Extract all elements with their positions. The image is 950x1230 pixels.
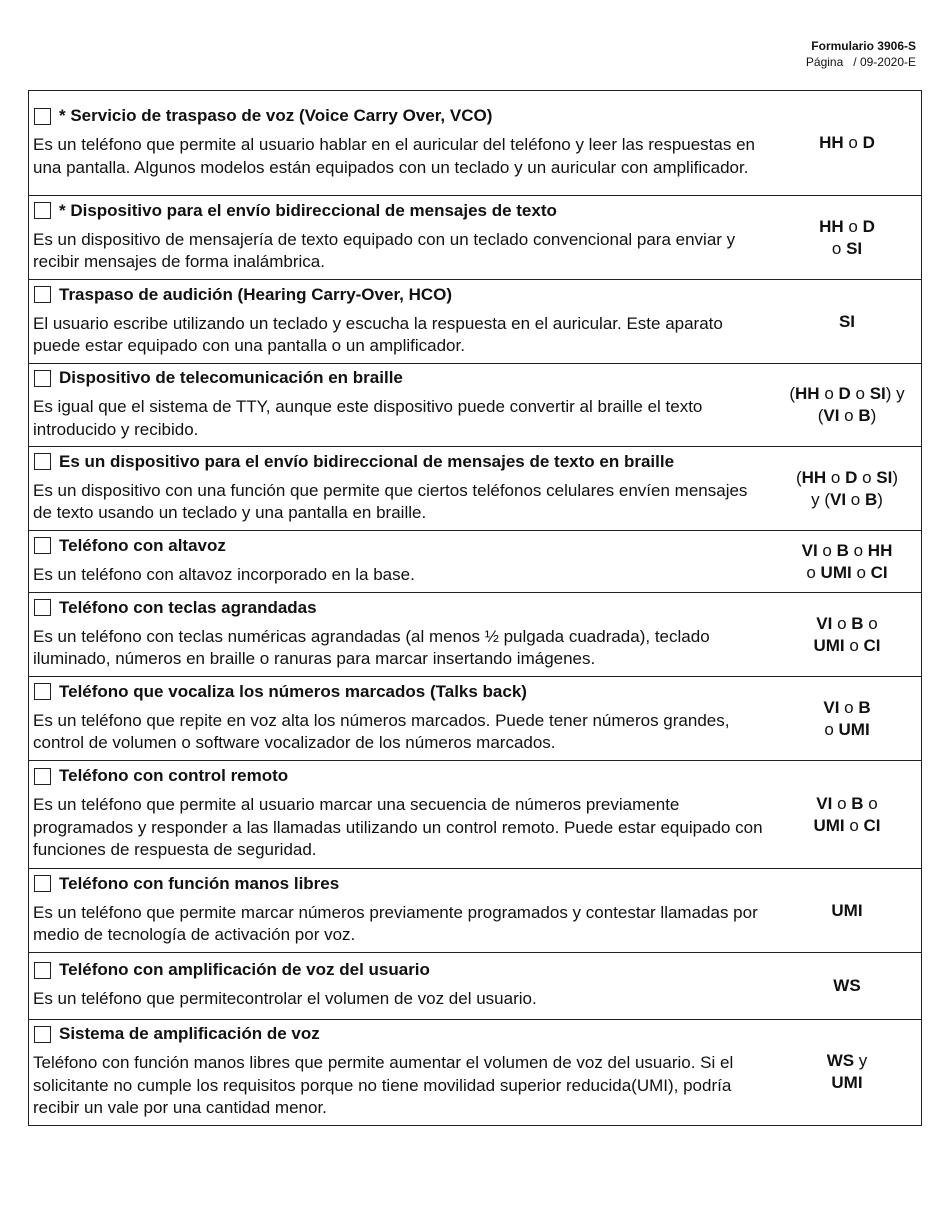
code-connector: y bbox=[854, 1051, 868, 1071]
code-abbr: B bbox=[858, 406, 871, 425]
code-connector: o bbox=[857, 467, 877, 487]
code-connector: ( bbox=[817, 406, 824, 425]
device-title: Teléfono con control remoto bbox=[59, 766, 289, 786]
code-abbr: VI bbox=[823, 406, 840, 425]
eligibility-code-line bbox=[777, 540, 917, 562]
device-checkbox[interactable] bbox=[34, 962, 51, 979]
eligibility-code-line bbox=[777, 238, 917, 260]
eligibility-code bbox=[773, 280, 922, 364]
code-connector: o bbox=[832, 613, 852, 633]
code-abbr: CI bbox=[863, 635, 881, 655]
device-description: Es un teléfono que repite en voz alta los números marcados. Puede tener números grandes, control de volumen o software vocalizador de los números marcados. bbox=[33, 710, 730, 752]
device-title: Es un dispositivo para el envío bidireccional de mensajes de texto en braille bbox=[59, 451, 675, 471]
code-connector: o bbox=[817, 540, 837, 560]
code-connector: y ( bbox=[811, 489, 830, 509]
device-description: Es un teléfono que permitecontrolar el volumen de voz del usuario. bbox=[33, 989, 537, 1009]
device-cell bbox=[29, 869, 774, 953]
device-title: Dispositivo de telecomunicación en braille bbox=[59, 368, 403, 387]
device-description: Teléfono con función manos libres que permite aumentar el volumen de voz del usuario. Si el solicitante no cumple los requisitos porque no tiene movilidad superior reducida(UMI), podría recibir un vale por una cantidad menor. bbox=[33, 1053, 734, 1117]
device-checkbox[interactable] bbox=[34, 370, 51, 387]
code-abbr: CI bbox=[863, 815, 881, 835]
code-abbr: D bbox=[862, 133, 875, 152]
device-cell bbox=[29, 953, 774, 1020]
eligibility-code bbox=[773, 196, 922, 280]
code-abbr: SI bbox=[838, 311, 856, 331]
code-connector: ) bbox=[892, 467, 899, 487]
device-title: Teléfono con amplificación de voz del usuario bbox=[59, 960, 430, 980]
page-info bbox=[806, 54, 916, 70]
code-abbr: VI bbox=[829, 489, 847, 509]
code-abbr: HH bbox=[819, 133, 844, 152]
device-description: Es un teléfono con teclas numéricas agrandadas (al menos ½ pulgada cuadrada), teclado iluminado, números en braille o ranuras para marcar insertando imágenes. bbox=[33, 626, 710, 668]
code-connector: o bbox=[843, 133, 863, 152]
device-title-row bbox=[33, 681, 769, 703]
eligibility-code-line bbox=[777, 216, 917, 238]
code-abbr: SI bbox=[869, 384, 886, 403]
code-connector: o bbox=[850, 384, 870, 403]
device-description: Es igual que el sistema de TTY, aunque este dispositivo puede convertir al braille el texto introducido y recibido. bbox=[33, 397, 703, 439]
code-abbr: VI bbox=[801, 540, 818, 560]
eligibility-code-line bbox=[777, 1072, 917, 1094]
device-title-row bbox=[33, 873, 769, 895]
eligibility-code bbox=[773, 531, 922, 593]
device-cell bbox=[29, 1020, 774, 1126]
eligibility-code-line bbox=[777, 719, 917, 741]
code-connector: o bbox=[839, 697, 859, 717]
eligibility-code-line bbox=[777, 815, 917, 837]
code-connector: ( bbox=[795, 467, 802, 487]
code-connector: ) bbox=[877, 489, 883, 509]
revision: / 09-2020-E bbox=[853, 55, 916, 69]
code-abbr: HH bbox=[795, 384, 820, 403]
eligibility-code-line bbox=[777, 975, 917, 997]
code-connector: o bbox=[851, 562, 871, 582]
device-row bbox=[29, 447, 922, 531]
form-number: Formulario 3906-S bbox=[811, 39, 916, 53]
device-title: Traspaso de audición (Hearing Carry-Over, HCO) bbox=[59, 284, 453, 304]
code-abbr: HH bbox=[819, 216, 844, 236]
code-abbr: VI bbox=[816, 613, 833, 633]
code-connector: o bbox=[843, 216, 863, 236]
device-checkbox[interactable] bbox=[34, 599, 51, 616]
device-cell bbox=[29, 593, 774, 677]
device-title: Teléfono que vocaliza los números marcados (Talks back) bbox=[59, 681, 527, 701]
code-connector: ( bbox=[789, 384, 796, 403]
device-cell bbox=[29, 677, 774, 761]
code-connector: o bbox=[839, 406, 859, 425]
code-connector: o bbox=[806, 562, 821, 582]
eligibility-code-line bbox=[777, 1050, 917, 1072]
code-abbr: B bbox=[851, 613, 864, 633]
eligibility-code bbox=[773, 593, 922, 677]
code-abbr: UMI bbox=[813, 815, 845, 835]
device-cell bbox=[29, 196, 774, 280]
device-checkbox[interactable] bbox=[34, 537, 51, 554]
device-cell bbox=[29, 447, 774, 531]
device-title-row bbox=[33, 959, 769, 981]
eligibility-code-line bbox=[777, 405, 917, 427]
device-title-row bbox=[33, 535, 769, 557]
eligibility-code bbox=[773, 1020, 922, 1126]
device-checkbox[interactable] bbox=[34, 108, 51, 125]
device-row bbox=[29, 677, 922, 761]
device-description: Es un teléfono que permite al usuario marcar una secuencia de números previamente programados y responder a las llamadas utilizando un control remoto. Puede estar equipado con funciones de respuesta de seguridad. bbox=[33, 795, 763, 860]
eligibility-code bbox=[773, 364, 922, 447]
device-row bbox=[29, 869, 922, 953]
device-description: El usuario escribe utilizando un teclado y escucha la respuesta en el auricular. Este aparato puede estar equipado con una pantalla o un amplificador. bbox=[33, 313, 723, 355]
code-abbr: UMI bbox=[838, 719, 870, 739]
device-title: Teléfono con función manos libres bbox=[59, 873, 340, 893]
code-connector: o bbox=[844, 635, 864, 655]
eligibility-code bbox=[773, 447, 922, 531]
code-connector: ) bbox=[870, 406, 877, 425]
device-title: * Dispositivo para el envío bidireccional de mensajes de texto bbox=[59, 200, 557, 220]
code-connector: o bbox=[844, 815, 864, 835]
page-label: Página bbox=[805, 55, 844, 69]
code-connector: o bbox=[831, 238, 847, 258]
code-connector: o bbox=[863, 613, 878, 633]
device-checkbox[interactable] bbox=[34, 453, 51, 470]
device-cell bbox=[29, 280, 774, 364]
code-connector: o bbox=[863, 793, 878, 813]
device-title-row bbox=[33, 1023, 769, 1045]
device-description: Es un teléfono con altavoz incorporado en la base. bbox=[33, 564, 415, 584]
device-table bbox=[28, 90, 922, 1126]
eligibility-code-line bbox=[777, 635, 917, 657]
device-checkbox[interactable] bbox=[34, 875, 51, 892]
eligibility-code-line bbox=[777, 311, 917, 333]
code-abbr: HH bbox=[867, 540, 893, 560]
code-connector: o bbox=[832, 793, 852, 813]
device-checkbox[interactable] bbox=[34, 768, 51, 785]
device-row bbox=[29, 364, 922, 447]
eligibility-code bbox=[773, 91, 922, 196]
device-title-row bbox=[33, 765, 769, 787]
device-description: Es un dispositivo de mensajería de texto equipado con un teclado convencional para enviar y recibir mensajes de forma inalámbrica. bbox=[33, 229, 736, 271]
code-abbr: UMI bbox=[813, 635, 845, 655]
device-title: Teléfono con teclas agrandadas bbox=[59, 597, 317, 617]
code-abbr: D bbox=[845, 467, 858, 487]
device-cell bbox=[29, 364, 774, 447]
code-abbr: SI bbox=[876, 467, 893, 487]
code-abbr: D bbox=[838, 384, 851, 403]
code-abbr: UMI bbox=[831, 1073, 863, 1093]
eligibility-code-line bbox=[777, 697, 917, 719]
device-checkbox[interactable] bbox=[34, 202, 51, 219]
device-title: * Servicio de traspaso de voz (Voice Carry Over, VCO) bbox=[59, 106, 493, 125]
device-description: Es un teléfono que permite al usuario hablar en el auricular del teléfono y leer las respuestas en una pantalla. Algunos modelos están equipados con un teclado y un auricular con amplificador. bbox=[33, 135, 755, 177]
device-title-row bbox=[33, 597, 769, 619]
device-row bbox=[29, 761, 922, 869]
device-checkbox[interactable] bbox=[34, 1026, 51, 1043]
eligibility-code-line bbox=[777, 489, 917, 511]
device-checkbox[interactable] bbox=[34, 286, 51, 303]
device-cell bbox=[29, 91, 774, 196]
eligibility-code-line bbox=[777, 132, 917, 154]
code-connector: o bbox=[819, 384, 839, 403]
eligibility-code bbox=[773, 953, 922, 1020]
device-title-row bbox=[33, 451, 769, 473]
code-abbr: VI bbox=[823, 697, 840, 717]
code-connector: o bbox=[846, 489, 865, 509]
device-cell bbox=[29, 761, 774, 869]
device-title-row bbox=[33, 105, 769, 127]
device-row bbox=[29, 953, 922, 1020]
code-abbr: VI bbox=[816, 793, 833, 813]
device-checkbox[interactable] bbox=[34, 683, 51, 700]
eligibility-code-line bbox=[777, 562, 917, 584]
device-cell bbox=[29, 531, 774, 593]
form-header bbox=[806, 38, 916, 70]
device-title: Sistema de amplificación de voz bbox=[59, 1024, 320, 1043]
device-row bbox=[29, 531, 922, 593]
device-row bbox=[29, 1020, 922, 1126]
eligibility-code bbox=[773, 869, 922, 953]
eligibility-code-line bbox=[777, 793, 917, 815]
device-row bbox=[29, 593, 922, 677]
device-row bbox=[29, 196, 922, 280]
code-abbr: B bbox=[864, 489, 878, 509]
eligibility-code-line bbox=[777, 383, 917, 405]
code-abbr: B bbox=[851, 793, 864, 813]
code-abbr: HH bbox=[801, 467, 827, 487]
code-abbr: WS bbox=[826, 1051, 855, 1071]
device-description: Es un teléfono que permite marcar números previamente programados y contestar llamadas por medio de tecnología de activación por voz. bbox=[33, 902, 758, 944]
device-title-row bbox=[33, 367, 769, 389]
device-title-row bbox=[33, 200, 769, 222]
code-connector: ) y bbox=[885, 384, 905, 403]
eligibility-code bbox=[773, 761, 922, 869]
code-abbr: B bbox=[836, 540, 849, 560]
code-abbr: UMI bbox=[831, 900, 863, 920]
device-title-row bbox=[33, 284, 769, 306]
device-title: Teléfono con altavoz bbox=[59, 535, 226, 555]
code-abbr: UMI bbox=[820, 562, 852, 582]
device-description: Es un dispositivo con una función que permite que ciertos teléfonos celulares envíen mensajes de texto usando un teclado y una pantalla en braille. bbox=[33, 480, 748, 522]
eligibility-code-line bbox=[777, 467, 917, 489]
code-abbr: WS bbox=[833, 976, 861, 995]
code-abbr: B bbox=[858, 697, 871, 717]
device-row bbox=[29, 91, 922, 196]
eligibility-code-line bbox=[777, 613, 917, 635]
eligibility-code-line bbox=[777, 900, 917, 922]
code-abbr: CI bbox=[870, 562, 888, 582]
eligibility-code bbox=[773, 677, 922, 761]
code-connector: o bbox=[848, 540, 868, 560]
device-row bbox=[29, 280, 922, 364]
code-connector: o bbox=[824, 719, 839, 739]
code-abbr: D bbox=[862, 216, 875, 236]
code-connector: o bbox=[826, 467, 846, 487]
code-abbr: SI bbox=[846, 238, 863, 258]
